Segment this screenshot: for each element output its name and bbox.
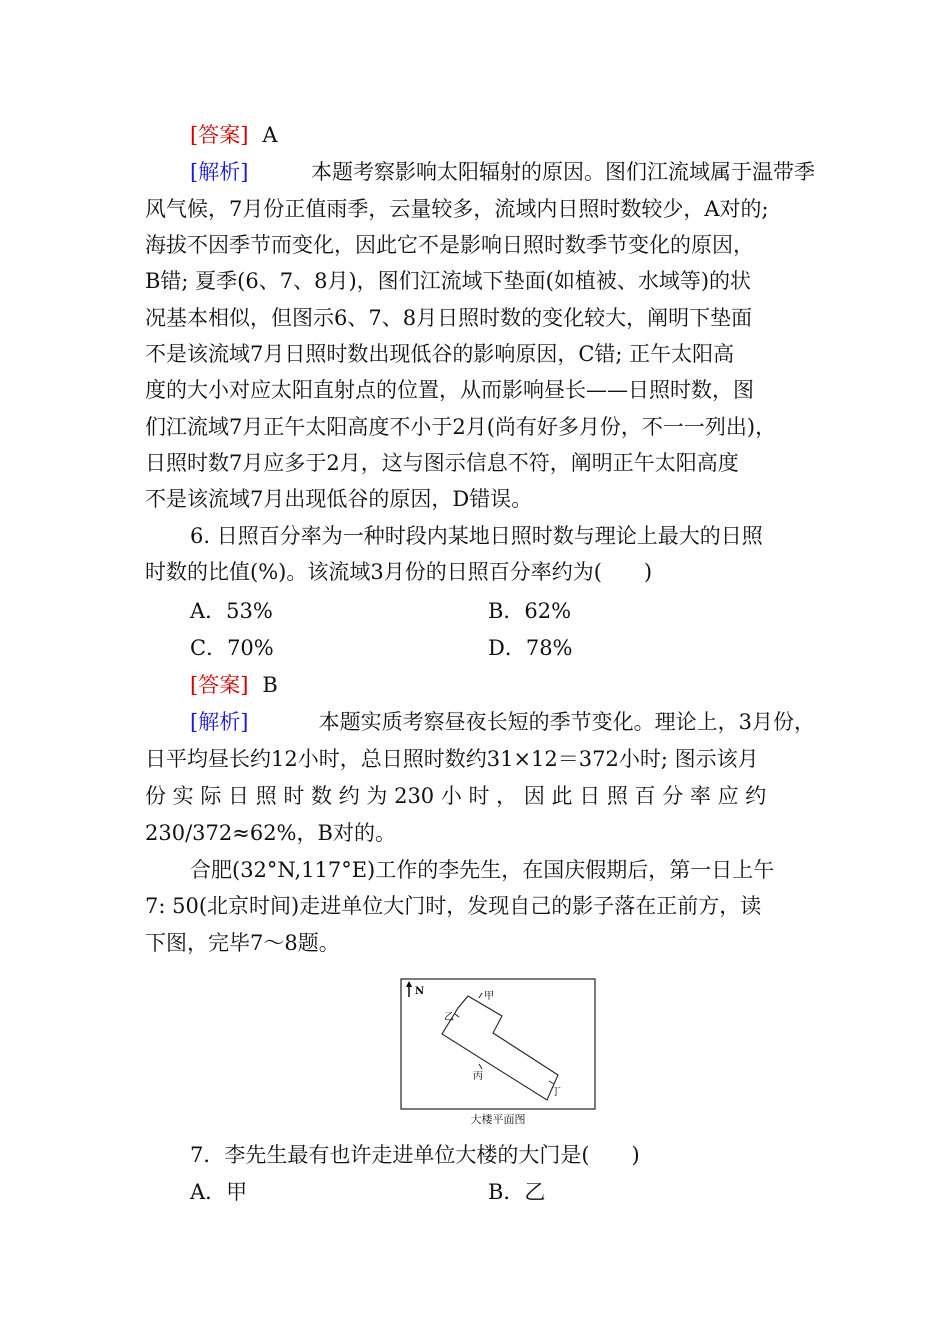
north-label: N (415, 986, 425, 997)
analysis-tag: [解析] (190, 710, 249, 734)
option-a: A．53% (190, 599, 273, 623)
answer-tag: [答案] (190, 123, 249, 147)
question-6-stem-cont: 时数的比值(%)。该流域3月份的日照百分率约为( ) (145, 560, 653, 584)
question-6-stem: 6. 日照百分率为一种时段内某地日照时数与理论上最大的日照 (190, 524, 763, 548)
intro-line: 合肥(32°N,117°E)工作的李先生，在国庆假期后，第一日上午 (190, 858, 775, 882)
paragraph-line: 日平均昼长约12小时，总日照时数约31×12＝372小时; 图示该月 (145, 747, 759, 771)
paragraph-line: 230/372≈62%，B对的。 (145, 821, 396, 845)
question-7-stem: 7．李先生最有也许走进单位大楼的大门是( ) (190, 1143, 640, 1167)
intro-line: 下图，完毕7～8题。 (145, 931, 340, 955)
gate-label-yi: 乙 (444, 1012, 454, 1023)
paragraph-line: 们江流域7月正午太阳高度不小于2月(尚有好多月份，不一一列出)， (145, 415, 777, 439)
answer-line (190, 117, 815, 154)
option-a: A．甲 (190, 1180, 248, 1204)
figure-caption: 大楼平面图 (470, 1113, 526, 1126)
analysis-line (190, 704, 815, 741)
answer-tag: [答案] (190, 673, 249, 697)
analysis-line (190, 154, 815, 191)
paragraph-line: 度的大小对应太阳直射点的位置，从而影响昼长——日照时数，图 (145, 378, 754, 402)
building-plan-figure (400, 978, 596, 1128)
answer-value: A (262, 123, 278, 147)
paragraph-line: 份 实 际 日 照 时 数 约 为 230 小 时 ， 因 此 日 照 百 分 率 应 约 (145, 784, 767, 808)
gate-label-bing: 丙 (473, 1071, 483, 1082)
paragraph-line: 风气候，7月份正值雨季，云量较多，流域内日照时数较少，A对的; (145, 197, 769, 221)
paragraph-line: 不是该流域7月出现低谷的原因，D错误。 (145, 487, 533, 511)
answer-value: B (262, 673, 278, 697)
analysis-tag: [解析] (190, 160, 249, 184)
paragraph-line: 日照时数7月应多于2月，这与图示信息不符，阐明正午太阳高度 (145, 451, 739, 475)
option-b: B．乙 (488, 1180, 546, 1204)
option-b: B．62% (488, 599, 572, 623)
gate-label-jia: 甲 (484, 991, 494, 1002)
paragraph-line: 不是该流域7月日照时数出现低谷的影响原因，C错; 正午太阳高 (145, 342, 735, 366)
gate-label-ding: 丁 (551, 1087, 561, 1098)
paragraph-line: 况基本相似，但图示6、7、8月日照时数的变化较大，阐明下垫面 (145, 306, 753, 330)
figure-frame (401, 979, 595, 1109)
answer-line (190, 667, 815, 704)
option-c: C．70% (190, 636, 274, 660)
paragraph-line: 本题考察影响太阳辐射的原因。图们江流域属于温带季 (311, 160, 815, 184)
paragraph-line: 本题实质考察昼夜长短的季节变化。理论上，3月份， (318, 710, 815, 734)
intro-line: 7: 50(北京时间)走进单位大门时，发现自己的影子落在正前方，读 (145, 894, 762, 918)
option-d: D．78% (488, 636, 573, 660)
paragraph-line: B错; 夏季(6、7、8月)，图们江流域下垫面(如植被、水域等)的状 (145, 269, 752, 293)
paragraph-line: 海拔不因季节而变化，因此它不是影响日照时数季节变化的原因， (145, 233, 754, 257)
